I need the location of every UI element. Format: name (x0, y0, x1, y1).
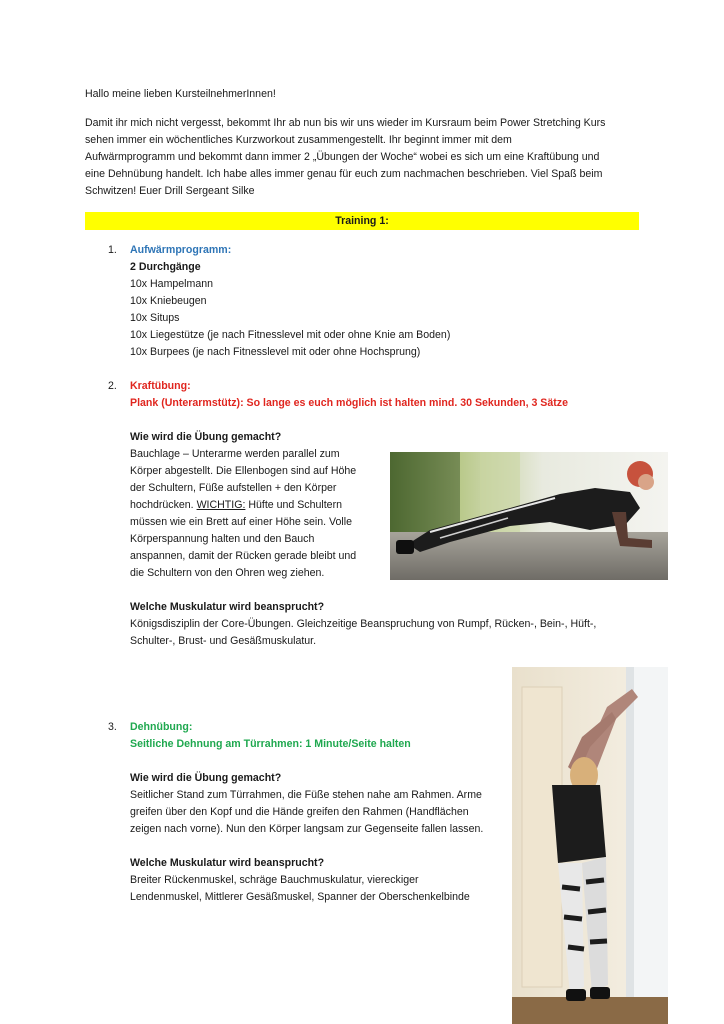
section2-how-line: die Schultern von den Ohren weg ziehen. (130, 567, 325, 579)
section3-muscle-heading: Welche Muskulatur wird beansprucht? (130, 857, 325, 869)
section2-how-line: Körper abgestellt. Die Ellenbogen sind auf Höhe (130, 465, 357, 477)
section1-item: 10x Burpees (je nach Fitnesslevel mit oder ohne Hochsprung) (130, 346, 421, 358)
section3-muscle-line: Breiter Rückenmuskel, schräge Bauchmuskulatur, viereckiger (130, 874, 419, 886)
section1-item: 10x Situps (130, 312, 180, 324)
section2-muscle-line: Königsdisziplin der Core-Übungen. Gleichzeitige Beanspruchung von Rumpf, Rücken-, Bein-, Hüft-, (130, 618, 597, 630)
section2-number: 2. (108, 380, 117, 392)
section3-how-line: greifen über den Kopf und die Hände greifen den Rahmen (Handflächen (130, 806, 469, 818)
intro-line: sehen immer ein wöchentliches Kurzworkout zusammengestellt. Ihr beginnt immer mit dem (85, 134, 512, 146)
section2-how-line: Bauchlage – Unterarme werden parallel zum (130, 448, 340, 460)
important-label: WICHTIG: (196, 499, 246, 511)
section2-muscle-heading: Welche Muskulatur wird beansprucht? (130, 601, 325, 613)
section1-item: 10x Kniebeugen (130, 295, 207, 307)
section2-how-line: müssen wie ein Brett auf einer Höhe sein. Volle (130, 516, 353, 528)
section2-muscle-line: Schulter-, Brust- und Gesäßmuskulatur. (130, 635, 317, 647)
section1-subtitle: 2 Durchgänge (130, 261, 201, 273)
section3-how-heading: Wie wird die Übung gemacht? (130, 772, 282, 784)
section3-how-line: Seitlicher Stand zum Türrahmen, die Füße stehen nahe am Rahmen. Arme (130, 789, 482, 801)
intro-line: eine Dehnübung handelt. Ich habe alles immer genau für euch zum nachmachen beschrieben. Viel Spaß beim (85, 168, 603, 180)
section1-item: 10x Hampelmann (130, 278, 214, 290)
plank-photo (390, 452, 668, 580)
stretch-photo (512, 667, 668, 1024)
section1-number: 1. (108, 244, 117, 256)
section3-muscle-line: Lendenmuskel, Mittlerer Gesäßmuskel, Spanner der Oberschenkelbinde (130, 891, 470, 903)
section2-how-fragment: hochdrücken. (130, 499, 194, 511)
section2-how-heading: Wie wird die Übung gemacht? (130, 431, 282, 443)
section2-how-line-mixed (130, 497, 342, 514)
intro-line: Aufwärmprogramm und bekommt dann immer 2 „Übungen der Woche“ wobei es sich um eine Kraftübung und (85, 151, 600, 163)
section1-item: 10x Liegestütze (je nach Fitnesslevel mit oder ohne Knie am Boden) (130, 329, 451, 341)
training-title: Training 1: (85, 212, 639, 230)
section2-how-line: anspannen, damit der Rücken gerade bleibt und (130, 550, 357, 562)
section2-how-line: Körperspannung halten und den Bauch (130, 533, 315, 545)
section3-how-line: zeigen nach vorne). Nun den Körper langsam zur Gegenseite fallen lassen. (130, 823, 484, 835)
intro-line: Schwitzen! Euer Drill Sergeant Silke (85, 185, 255, 197)
section3-title: Dehnübung: (130, 721, 193, 733)
section1-title: Aufwärmprogramm: (130, 244, 232, 256)
section3-number: 3. (108, 721, 117, 733)
section3-subtitle: Seitliche Dehnung am Türrahmen: 1 Minute/Seite halten (130, 738, 411, 750)
section2-title: Kraftübung: (130, 380, 191, 392)
section2-subtitle: Plank (Unterarmstütz): So lange es euch möglich ist halten mind. 30 Sekunden, 3 Sätze (130, 397, 568, 409)
section2-how-fragment: Hüfte und Schultern (248, 499, 342, 511)
greeting: Hallo meine lieben KursteilnehmerInnen! (85, 88, 276, 100)
section2-how-line: der Schultern, Füße aufstellen + den Körper (130, 482, 337, 494)
intro-line: Damit ihr mich nicht vergesst, bekommt Ihr ab nun bis wir uns wieder im Kursraum beim Power Stretching Kurs (85, 117, 606, 129)
